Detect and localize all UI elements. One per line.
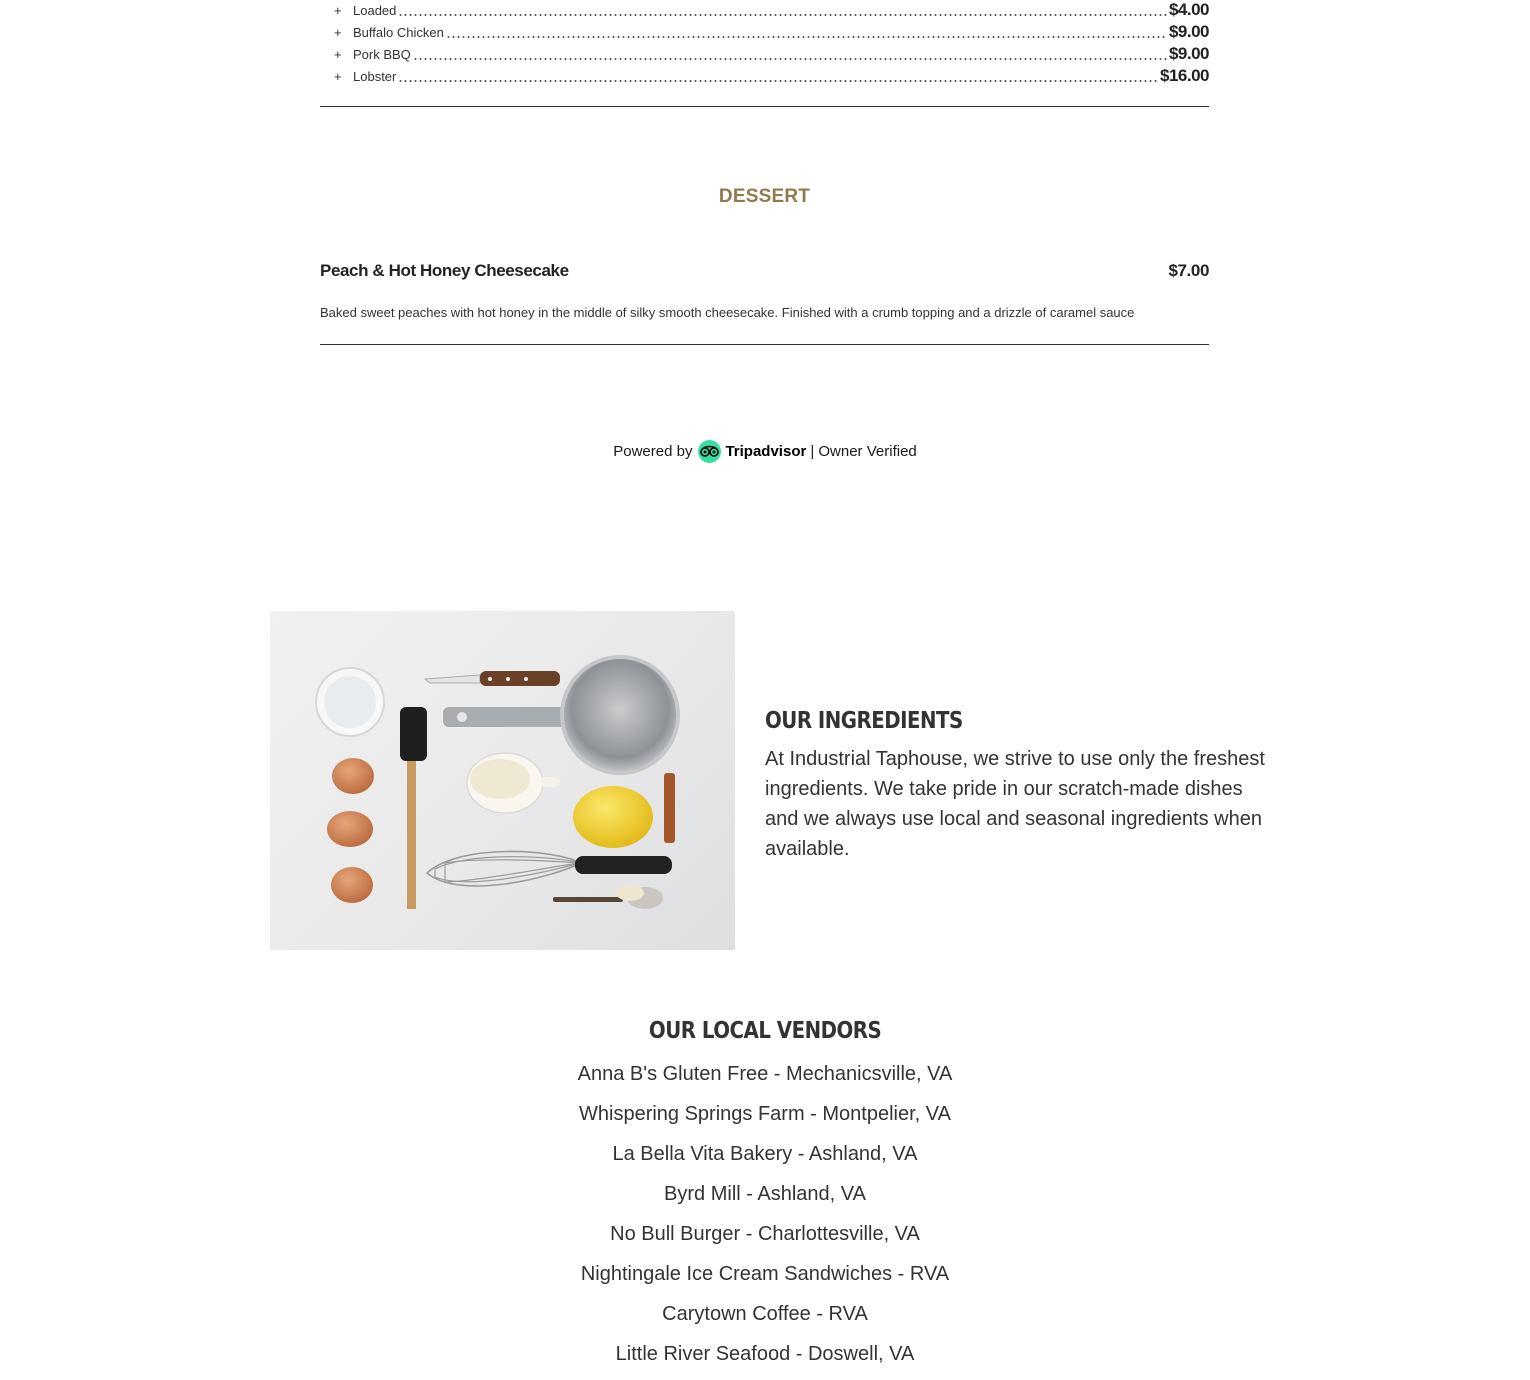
dot-leader bbox=[398, 80, 1158, 82]
kitchen-utensils-image bbox=[270, 611, 735, 950]
powered-by-tripadvisor[interactable] bbox=[0, 440, 1530, 463]
vendor-item: Byrd Mill - Ashland, VA bbox=[664, 1183, 866, 1205]
vendor-item: Nightingale Ice Cream Sandwiches - RVA bbox=[580, 1263, 950, 1285]
dot-leader bbox=[413, 58, 1167, 60]
addon-price: $9.00 bbox=[1168, 22, 1209, 41]
addon-row bbox=[320, 42, 1209, 64]
ingredients-body: At Industrial Taphouse, we strive to use only the freshest ingredients. We take pride in our scratch-made dishes and we always use local and seasonal ingredients when available. bbox=[765, 748, 1265, 860]
plus-icon: + bbox=[334, 69, 342, 84]
plus-icon: + bbox=[334, 3, 342, 18]
addons-list bbox=[320, 0, 1209, 86]
addon-price: $9.00 bbox=[1168, 44, 1209, 63]
vendor-item: La Bella Vita Bakery - Ashland, VA bbox=[612, 1143, 918, 1165]
vendor-item: Anna B's Gluten Free - Mechanicsville, VA bbox=[577, 1063, 953, 1085]
section-divider bbox=[320, 106, 1209, 107]
plus-icon: + bbox=[334, 25, 342, 40]
addon-name: Buffalo Chicken bbox=[353, 25, 444, 40]
tripadvisor-owl-icon bbox=[698, 440, 721, 463]
dot-leader bbox=[446, 36, 1167, 38]
section-divider bbox=[320, 344, 1209, 345]
vendor-item: Little River Seafood - Doswell, VA bbox=[615, 1343, 915, 1365]
vendor-item: No Bull Burger - Charlottesville, VA bbox=[610, 1223, 920, 1245]
addon-row bbox=[320, 64, 1209, 86]
addon-name: Lobster bbox=[353, 69, 397, 84]
dessert-heading: DESSERT bbox=[718, 186, 811, 207]
dessert-item bbox=[320, 261, 1209, 281]
addon-price: $4.00 bbox=[1168, 0, 1209, 19]
addon-row bbox=[320, 20, 1209, 42]
dessert-item-name: Peach & Hot Honey Cheesecake bbox=[320, 261, 569, 280]
vendor-item: Carytown Coffee - RVA bbox=[662, 1303, 868, 1325]
owner-verified-label: | Owner Verified bbox=[810, 443, 917, 460]
ingredients-title: OUR INGREDIENTS bbox=[765, 708, 963, 734]
ingredients-photo bbox=[270, 611, 735, 950]
addon-row bbox=[320, 0, 1209, 20]
ingredients-section bbox=[765, 708, 1265, 864]
plus-icon: + bbox=[334, 47, 342, 62]
vendors-title-text: OUR LOCAL VENDORS bbox=[648, 1018, 882, 1044]
addon-name: Pork BBQ bbox=[353, 47, 411, 62]
dessert-item-price: $7.00 bbox=[1168, 261, 1209, 280]
powered-by-label: Powered by bbox=[613, 443, 693, 460]
vendor-item: Whispering Springs Farm - Montpelier, VA bbox=[579, 1103, 951, 1125]
addon-price: $16.00 bbox=[1160, 66, 1209, 85]
addon-name: Loaded bbox=[353, 3, 397, 18]
vendors-title bbox=[0, 1018, 1530, 1044]
dot-leader bbox=[398, 14, 1167, 16]
tripadvisor-brand: Tripadvisor bbox=[725, 443, 807, 460]
vendors-list bbox=[0, 1060, 1530, 1380]
dessert-item-description: Baked sweet peaches with hot honey in the middle of silky smooth cheesecake. Finished with a crumb topping and a drizzle of caramel sauce bbox=[320, 305, 1135, 320]
